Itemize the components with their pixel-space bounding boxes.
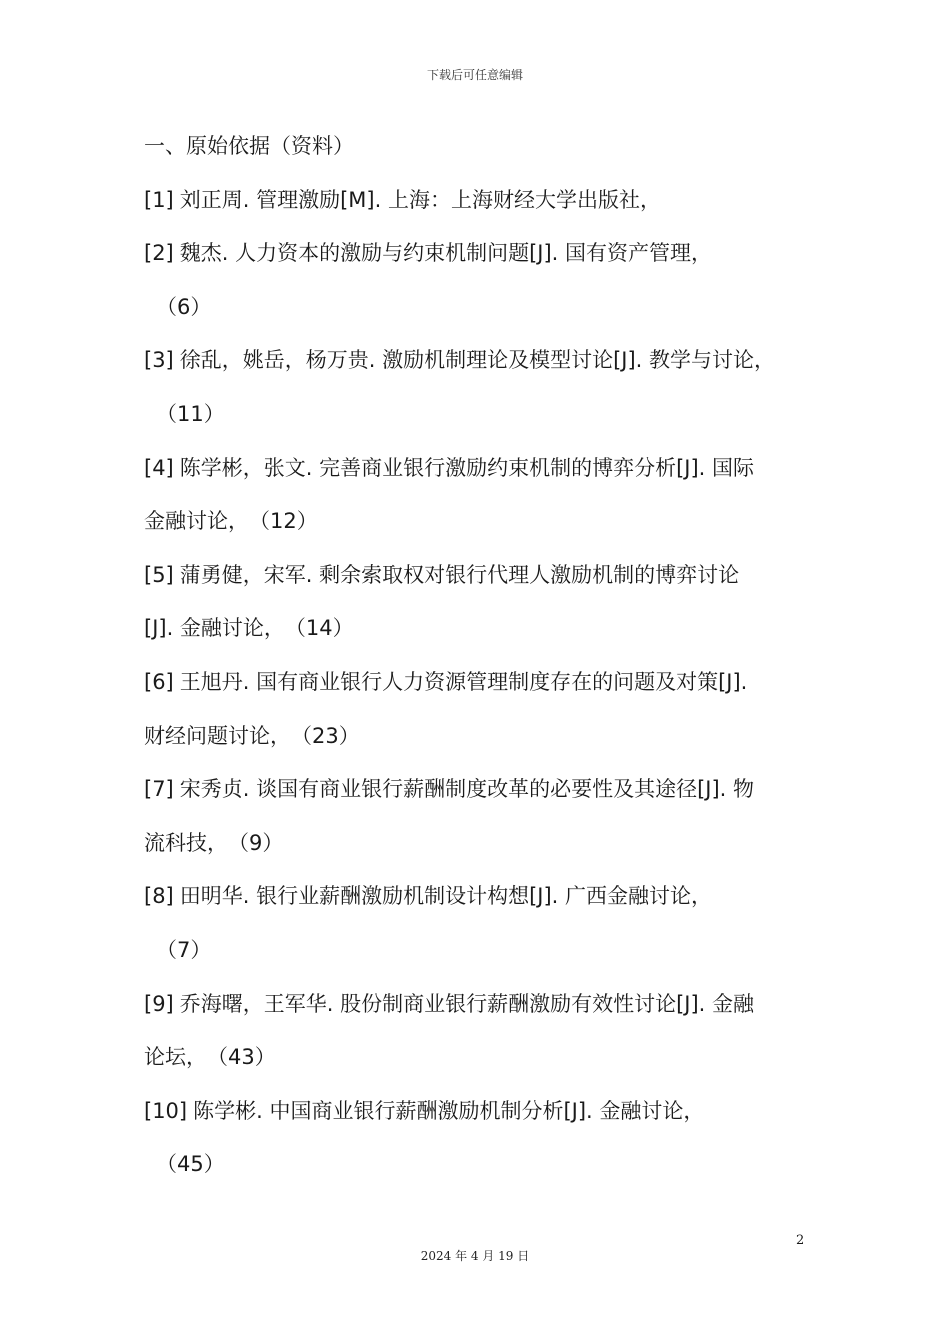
- reference-first-line: [144, 348, 775, 372]
- reference-item: [144, 1085, 824, 1192]
- reference-number: [9]: [144, 991, 174, 1016]
- reference-number: [2]: [144, 241, 174, 266]
- reference-number: [1]: [144, 187, 174, 212]
- reference-item: [144, 334, 824, 441]
- reference-first-line: [144, 670, 747, 694]
- reference-text: 陈学彬. 中国商业银行薪酬激励机制分析[J]. 金融讨论，: [193, 1098, 705, 1123]
- reference-item: [144, 174, 824, 228]
- reference-item: [144, 549, 824, 656]
- reference-first-line: [144, 992, 754, 1016]
- reference-text: 蒲勇健，宋军. 剩余索取权对银行代理人激励机制的博弈讨论: [179, 562, 740, 587]
- reference-first-line: [144, 884, 712, 908]
- reference-continuation: 财经问题讨论， （23）: [144, 723, 360, 748]
- reference-text: 陈学彬，张文. 完善商业银行激励约束机制的博弈分析[J]. 国际: [179, 455, 755, 480]
- reference-first-line: [144, 456, 754, 480]
- reference-continuation: （7）: [156, 937, 212, 962]
- reference-continuation: 论坛， （43）: [144, 1045, 276, 1070]
- reference-item: [144, 978, 824, 1085]
- reference-text: 徐乱，姚岳，杨万贵. 激励机制理论及模型讨论[J]. 教学与讨论，: [179, 348, 776, 373]
- reference-first-line: [144, 188, 661, 212]
- reference-text: 刘正周. 管理激励[M]. 上海：上海财经大学出版社，: [179, 187, 661, 212]
- reference-text: 魏杰. 人力资本的激励与约束机制问题[J]. 国有资产管理，: [179, 241, 713, 266]
- reference-item: [144, 442, 824, 549]
- reference-item: [144, 870, 824, 977]
- reference-text: 王旭丹. 国有商业银行人力资源管理制度存在的问题及对策[J].: [179, 669, 748, 694]
- reference-number: [6]: [144, 669, 174, 694]
- reference-first-line: [144, 563, 739, 587]
- reference-continuation: 流科技， （9）: [144, 830, 284, 855]
- reference-list: [144, 174, 824, 1192]
- reference-first-line: [144, 777, 754, 801]
- reference-number: [5]: [144, 562, 174, 587]
- reference-item: [144, 763, 824, 870]
- reference-number: [7]: [144, 777, 174, 802]
- reference-first-line: [144, 1099, 704, 1123]
- reference-item: [144, 656, 824, 763]
- reference-continuation: （11）: [156, 401, 225, 426]
- reference-continuation: （6）: [156, 294, 212, 319]
- reference-first-line: [144, 241, 712, 265]
- reference-continuation: 金融讨论， （12）: [144, 509, 318, 534]
- page-footer-date: 2024 年 4 月 19 日: [420, 1249, 530, 1263]
- reference-number: [3]: [144, 348, 174, 373]
- page-header: 下载后可任意编辑: [426, 68, 523, 82]
- reference-number: [10]: [144, 1098, 188, 1123]
- reference-text: 田明华. 银行业薪酬激励机制设计构想[J]. 广西金融讨论，: [179, 884, 713, 909]
- document-body: [144, 120, 824, 1192]
- page-number: 2: [796, 1233, 805, 1248]
- reference-item: [144, 227, 824, 334]
- section-title: 一、原始依据（资料）: [144, 134, 354, 158]
- reference-continuation: [J]. 金融讨论， （14）: [144, 616, 354, 641]
- reference-continuation: （45）: [156, 1152, 225, 1177]
- reference-number: [4]: [144, 455, 174, 480]
- reference-number: [8]: [144, 884, 174, 909]
- reference-text: 宋秀贞. 谈国有商业银行薪酬制度改革的必要性及其途径[J]. 物: [179, 777, 755, 802]
- reference-text: 乔海曙，王军华. 股份制商业银行薪酬激励有效性讨论[J]. 金融: [179, 991, 755, 1016]
